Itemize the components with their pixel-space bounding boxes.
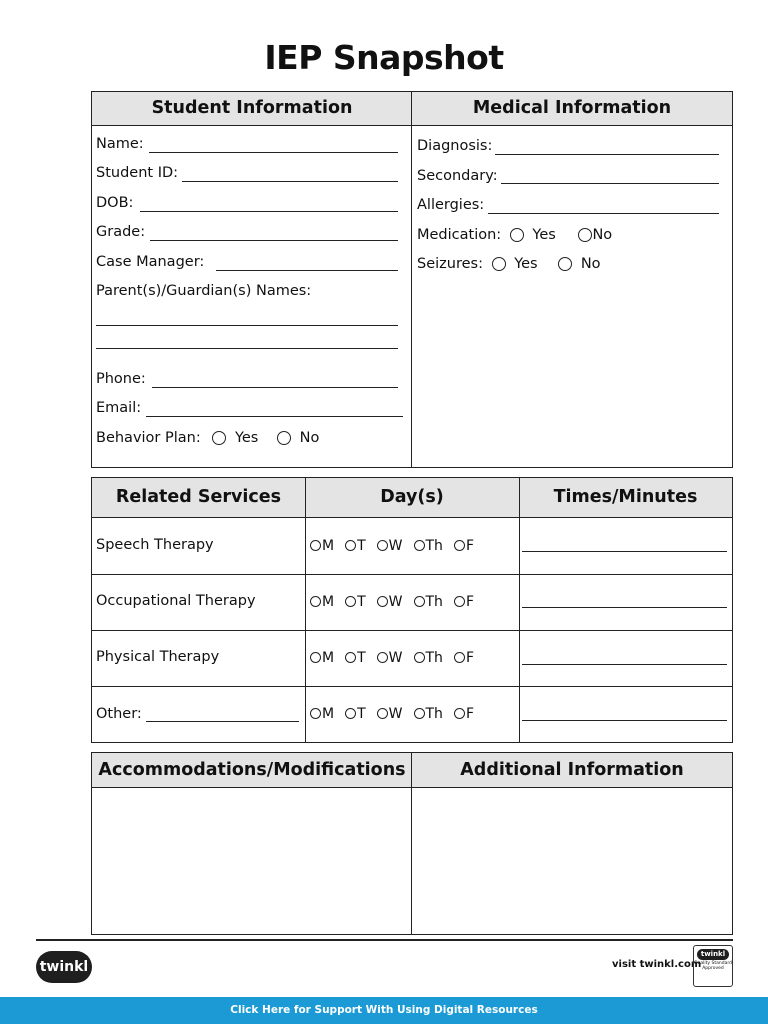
days-col-header: Day(s) (380, 487, 444, 507)
seizures-no-radio[interactable] (558, 257, 572, 271)
medical-info-header: Medical Information (412, 92, 732, 126)
day-radio[interactable] (414, 596, 425, 607)
grade-field[interactable] (150, 240, 398, 241)
allergies-label: Allergies: (417, 197, 485, 213)
services-table (91, 477, 733, 743)
secondary-label: Secondary: (417, 168, 498, 184)
grade-label: Grade: (96, 224, 146, 240)
day-radio[interactable] (345, 540, 356, 551)
services-row-divider (92, 686, 732, 687)
services-row-divider (92, 630, 732, 631)
info-divider (411, 92, 412, 467)
phone-field[interactable] (152, 387, 398, 388)
day-radio[interactable] (454, 708, 465, 719)
diagnosis-field[interactable] (495, 154, 719, 155)
day-radio[interactable] (377, 652, 388, 663)
name-field[interactable] (149, 152, 398, 153)
name-label: Name: (96, 136, 144, 152)
medication-yes-radio[interactable] (510, 228, 524, 242)
days-row: M T W Th F (310, 594, 485, 610)
services-row-divider (92, 574, 732, 575)
footer-divider (36, 939, 733, 941)
student-info-header: Student Information (92, 92, 412, 126)
accommodations-area[interactable] (92, 788, 411, 934)
dob-field[interactable] (140, 211, 398, 212)
twinkl-logo[interactable]: twinkl (36, 951, 92, 983)
days-row: M T W Th F (310, 706, 485, 722)
additional-info-header: Additional Information (412, 753, 732, 788)
day-radio[interactable] (345, 652, 356, 663)
day-radio[interactable] (454, 596, 465, 607)
times-field[interactable] (522, 551, 727, 552)
services-col-header: Related Services (115, 487, 282, 507)
day-radio[interactable] (310, 708, 321, 719)
accommodations-header: Accommodations/Modifications (92, 753, 412, 788)
quality-badge (693, 945, 733, 987)
day-radio[interactable] (310, 540, 321, 551)
service-name: Other: (96, 706, 142, 722)
case-manager-label: Case Manager: (96, 254, 205, 270)
secondary-field[interactable] (501, 183, 719, 184)
times-field[interactable] (522, 720, 727, 721)
info-table (91, 91, 733, 468)
parents-label: Parent(s)/Guardian(s) Names: (96, 283, 312, 299)
times-field[interactable] (522, 607, 727, 608)
visit-link[interactable]: visit twinkl.com (612, 959, 702, 970)
badge-logo: twinkl (697, 949, 729, 960)
day-radio[interactable] (414, 540, 425, 551)
email-field[interactable] (146, 416, 403, 417)
day-radio[interactable] (310, 596, 321, 607)
notes-table (91, 752, 733, 935)
behavior-no-radio[interactable] (277, 431, 291, 445)
behavior-plan-label: Behavior Plan: (96, 430, 201, 446)
medication-no-label: No (592, 227, 613, 243)
times-col-header: Times/Minutes (553, 487, 698, 507)
day-radio[interactable] (345, 596, 356, 607)
seizures-yes-label: Yes (514, 256, 538, 272)
behavior-no-label: No (299, 430, 320, 446)
allergies-field[interactable] (488, 213, 719, 214)
day-radio[interactable] (377, 708, 388, 719)
day-radio[interactable] (454, 652, 465, 663)
phone-label: Phone: (96, 371, 146, 387)
days-row: M T W Th F (310, 650, 485, 666)
medication-no-radio[interactable] (578, 228, 592, 242)
parents-field-2[interactable] (96, 348, 398, 349)
day-radio[interactable] (414, 652, 425, 663)
times-field[interactable] (522, 664, 727, 665)
day-radio[interactable] (345, 708, 356, 719)
additional-info-area[interactable] (412, 788, 732, 934)
seizures-yes-radio[interactable] (492, 257, 506, 271)
day-radio[interactable] (310, 652, 321, 663)
student-id-field[interactable] (182, 181, 398, 182)
service-name: Speech Therapy (96, 537, 214, 553)
medication-row (417, 227, 612, 243)
service-name: Occupational Therapy (96, 593, 256, 609)
medication-label: Medication: (417, 227, 502, 243)
services-divider-2 (519, 478, 520, 742)
dob-label: DOB: (96, 195, 134, 211)
seizures-row (417, 256, 601, 272)
medication-yes-label: Yes (532, 227, 556, 243)
support-link-bar[interactable]: Click Here for Support With Using Digital Resources (0, 997, 768, 1024)
page-title: IEP Snapshot (264, 38, 504, 77)
services-divider-1 (305, 478, 306, 742)
student-id-label: Student ID: (96, 165, 179, 181)
behavior-yes-label: Yes (234, 430, 259, 446)
email-label: Email: (96, 400, 142, 416)
service-name: Physical Therapy (96, 649, 220, 665)
days-row: M T W Th F (310, 538, 485, 554)
other-service-field[interactable] (146, 721, 299, 722)
day-radio[interactable] (454, 540, 465, 551)
parents-field-1[interactable] (96, 325, 398, 326)
day-radio[interactable] (414, 708, 425, 719)
day-radio[interactable] (377, 596, 388, 607)
seizures-label: Seizures: (417, 256, 483, 272)
case-manager-field[interactable] (216, 270, 398, 271)
badge-text: Quality Standard Approved (694, 961, 732, 971)
behavior-yes-radio[interactable] (212, 431, 226, 445)
behavior-plan-row (96, 430, 319, 446)
seizures-no-label: No (580, 256, 601, 272)
day-radio[interactable] (377, 540, 388, 551)
diagnosis-label: Diagnosis: (417, 138, 493, 154)
